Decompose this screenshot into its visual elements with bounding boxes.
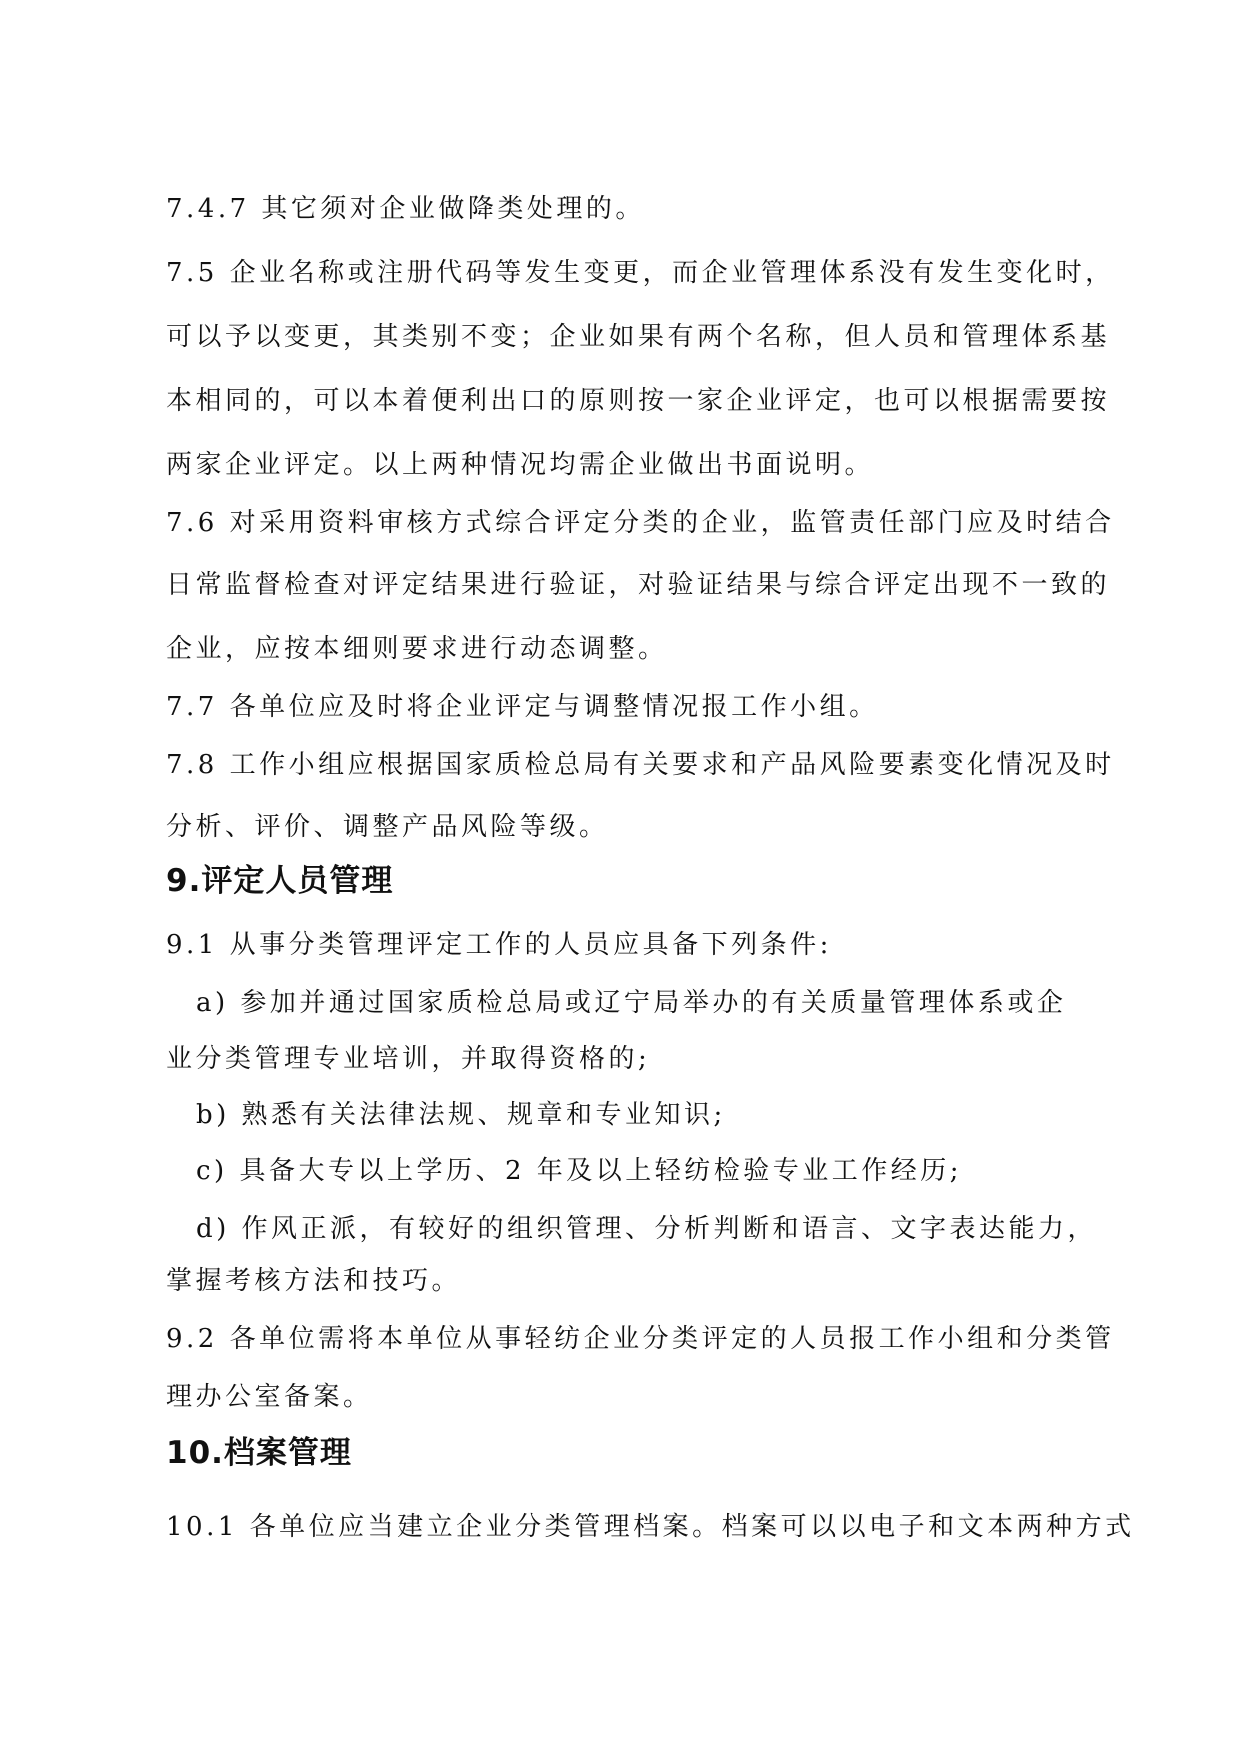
paragraph-line: 7.6 对采用资料审核方式综合评定分类的企业，监管责任部门应及时结合 — [166, 508, 1115, 538]
paragraph-line: 日常监督检查对评定结果进行验证，对验证结果与综合评定出现不一致的 — [166, 570, 1111, 600]
list-item: d) 作风正派，有较好的组织管理、分析判断和语言、文字表达能力， — [196, 1214, 1098, 1244]
list-item: c) 具备大专以上学历、2 年及以上轻纺检验专业工作经历; — [196, 1156, 963, 1186]
paragraph-line: 本相同的，可以本着便利出口的原则按一家企业评定，也可以根据需要按 — [166, 386, 1111, 416]
paragraph-line: 企业，应按本细则要求进行动态调整。 — [166, 634, 668, 664]
paragraph-line: 7.7 各单位应及时将企业评定与调整情况报工作小组。 — [166, 692, 879, 722]
paragraph-line: 业分类管理专业培训，并取得资格的; — [166, 1044, 651, 1074]
paragraph-line: 7.8 工作小组应根据国家质检总局有关要求和产品风险要素变化情况及时 — [166, 750, 1115, 780]
paragraph-line: 7.5 企业名称或注册代码等发生变更，而企业管理体系没有发生变化时， — [166, 258, 1115, 288]
list-item: a) 参加并通过国家质检总局或辽宁局举办的有关质量管理体系或企 — [196, 988, 1067, 1018]
list-item: b) 熟悉有关法律法规、规章和专业知识; — [196, 1100, 726, 1130]
paragraph-line: 掌握考核方法和技巧。 — [166, 1266, 462, 1296]
section-heading: 10.档案管理 — [166, 1435, 352, 1471]
paragraph-line: 两家企业评定。以上两种情况均需企业做出书面说明。 — [166, 450, 875, 480]
section-heading: 9.评定人员管理 — [166, 863, 394, 899]
paragraph-line: 9.1 从事分类管理评定工作的人员应具备下列条件: — [166, 930, 832, 960]
paragraph-line: 理办公室备案。 — [166, 1382, 373, 1412]
paragraph-line: 9.2 各单位需将本单位从事轻纺企业分类评定的人员报工作小组和分类管 — [166, 1324, 1115, 1354]
paragraph-line: 可以予以变更，其类别不变；企业如果有两个名称，但人员和管理体系基 — [166, 322, 1111, 352]
paragraph-line: 分析、评价、调整产品风险等级。 — [166, 812, 609, 842]
paragraph-line: 7.4.7 其它须对企业做降类处理的。 — [166, 194, 645, 224]
paragraph-line: 10.1 各单位应当建立企业分类管理档案。档案可以以电子和文本两种方式 — [166, 1512, 1135, 1542]
